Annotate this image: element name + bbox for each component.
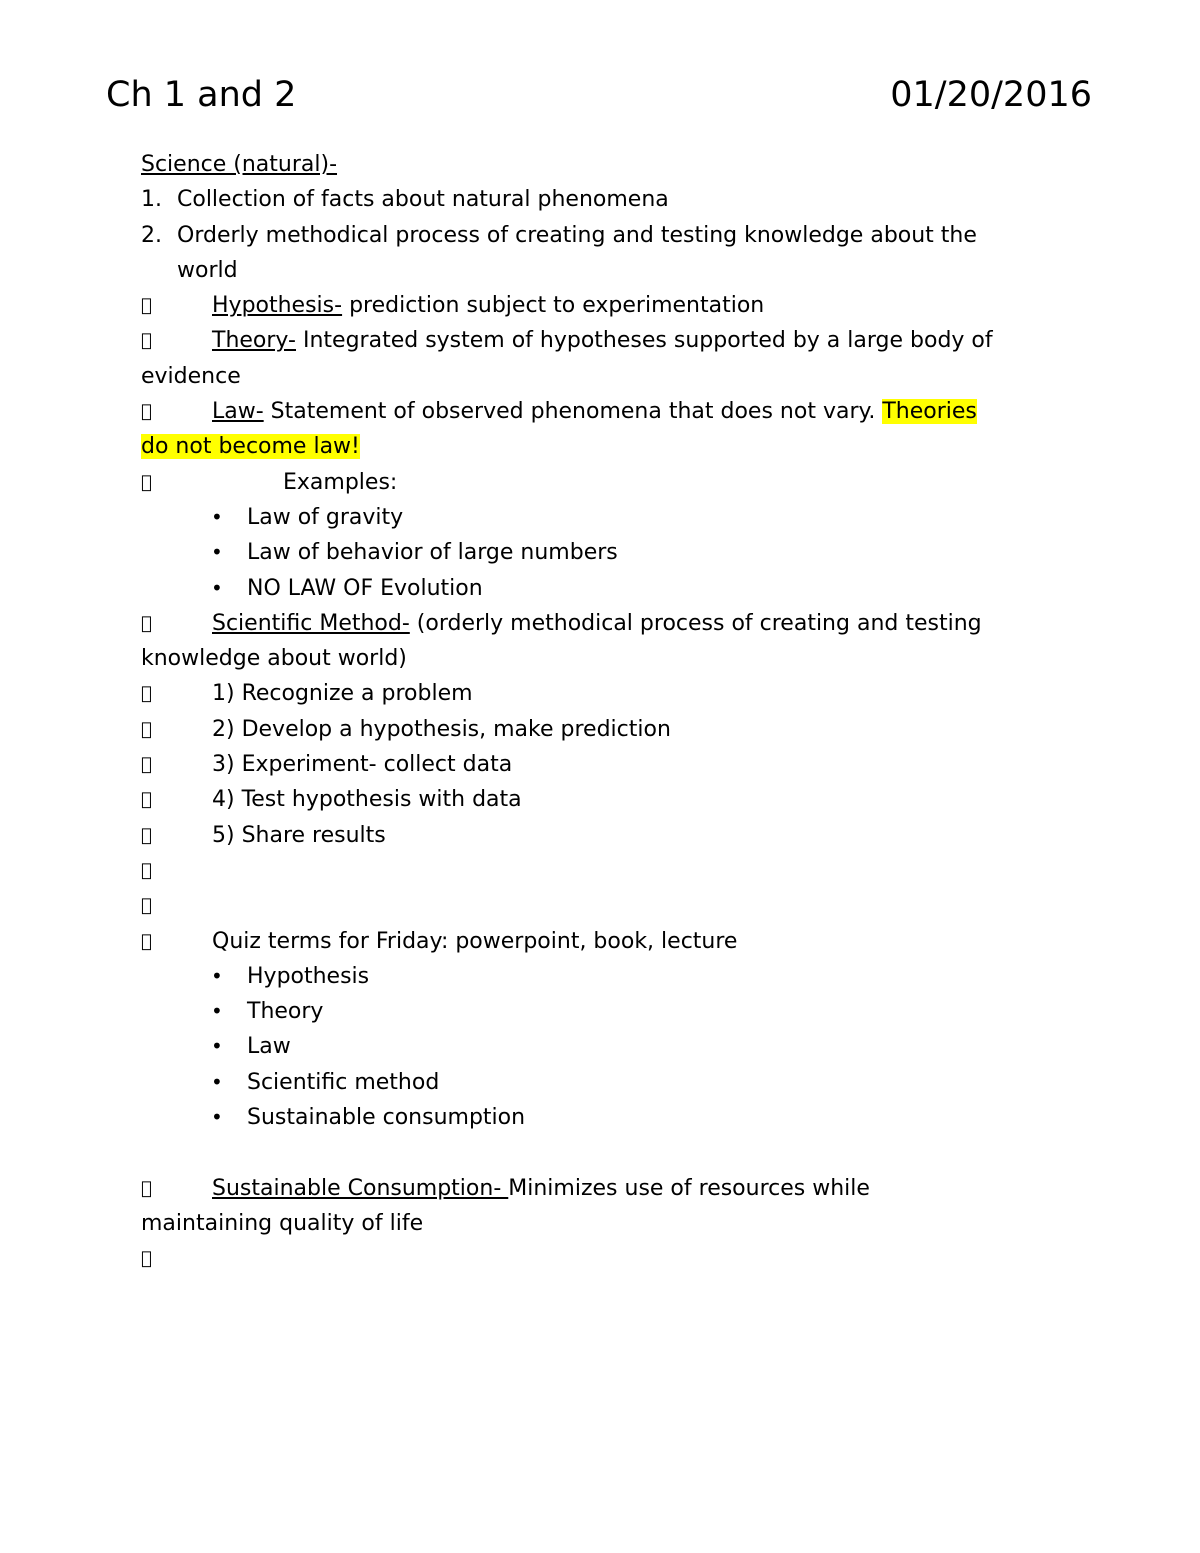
- list-item: [141, 571, 1061, 606]
- bullet-icon: •: [211, 575, 223, 600]
- science-item-2-continuation: world: [177, 257, 238, 283]
- checkmark-icon: [141, 853, 212, 888]
- list-item-text: Law of behavior of large numbers: [247, 540, 618, 566]
- list-number: 2.: [141, 222, 162, 248]
- science-item-1: [141, 182, 1061, 217]
- term-definition: Integrated system of hypotheses supported by a large body of: [296, 328, 993, 354]
- hypothesis-entry: [141, 288, 1061, 323]
- term-label: Scientific Method-: [212, 610, 410, 636]
- blank-line: [141, 1135, 1061, 1170]
- sustainable-entry: [141, 1171, 1061, 1206]
- science-heading: [141, 147, 1061, 182]
- term-label: Law-: [212, 399, 264, 425]
- quiz-label-row: [141, 924, 1061, 959]
- notes-body: [141, 147, 1061, 1277]
- highlighted-text: Theories: [882, 399, 977, 425]
- page-date: 01/20/2016: [890, 75, 1092, 115]
- term-label: Hypothesis-: [212, 293, 343, 319]
- empty-entry: [141, 888, 1061, 923]
- checkmark-icon: [141, 888, 212, 923]
- checkmark-icon: [141, 1241, 212, 1276]
- bullet-icon: •: [211, 963, 223, 988]
- science-item-2: [141, 218, 1061, 253]
- list-item-text: Hypothesis: [247, 963, 370, 989]
- list-item-text: Law: [247, 1034, 291, 1060]
- bullet-icon: •: [211, 504, 223, 529]
- list-item: [141, 1065, 1061, 1100]
- step-text: 3) Experiment- collect data: [212, 752, 513, 778]
- method-step: [141, 747, 1061, 782]
- list-item: [141, 1029, 1061, 1064]
- checkmark-icon: [141, 676, 212, 711]
- checkmark-icon: [141, 465, 283, 500]
- method-step: [141, 782, 1061, 817]
- method-step: [141, 818, 1061, 853]
- empty-entry: [141, 853, 1061, 888]
- term-definition: (orderly methodical process of creating and testing: [409, 610, 982, 636]
- list-text: Orderly methodical process of creating and testing knowledge about the: [177, 222, 977, 248]
- examples-label: Examples:: [283, 469, 398, 495]
- checkmark-icon: [141, 1171, 212, 1206]
- list-item: [141, 1100, 1061, 1135]
- list-item-text: Law of gravity: [247, 504, 404, 530]
- bullet-icon: •: [211, 540, 223, 565]
- checkmark-icon: [141, 712, 212, 747]
- checkmark-icon: [141, 394, 212, 429]
- bullet-icon: •: [211, 1105, 223, 1130]
- law-entry: [141, 394, 1061, 429]
- bullet-icon: •: [211, 1069, 223, 1094]
- step-text: 5) Share results: [212, 822, 386, 848]
- checkmark-icon: [141, 323, 212, 358]
- highlighted-text: do not become law!: [141, 434, 360, 460]
- list-item: [141, 500, 1061, 535]
- term-label: Theory-: [212, 328, 296, 354]
- checkmark-icon: [141, 818, 212, 853]
- theory-continuation: evidence: [141, 363, 241, 389]
- term-definition: prediction subject to experimentation: [342, 293, 765, 319]
- checkmark-icon: [141, 782, 212, 817]
- checkmark-icon: [141, 924, 212, 959]
- bullet-icon: •: [211, 1034, 223, 1059]
- empty-entry: [141, 1241, 1061, 1276]
- step-text: 2) Develop a hypothesis, make prediction: [212, 716, 671, 742]
- list-item: [141, 535, 1061, 570]
- law-continuation: [141, 429, 1061, 464]
- science-heading-text: Science (natural)-: [141, 152, 338, 177]
- method-step: [141, 676, 1061, 711]
- header: [106, 72, 1092, 118]
- scientific-method-continuation: knowledge about world): [141, 646, 407, 672]
- list-item-text: Sustainable consumption: [247, 1105, 526, 1131]
- list-item-text: Theory: [247, 999, 324, 1025]
- theory-entry: [141, 323, 1061, 358]
- checkmark-icon: [141, 288, 212, 323]
- list-item: [141, 994, 1061, 1029]
- examples-label-row: [141, 465, 1061, 500]
- checkmark-icon: [141, 747, 212, 782]
- list-text: Collection of facts about natural phenomena: [177, 187, 669, 213]
- term-definition: Minimizes use of resources while: [508, 1175, 870, 1201]
- term-label: Sustainable Consumption-: [212, 1175, 509, 1201]
- step-text: 4) Test hypothesis with data: [212, 787, 522, 813]
- list-number: 1.: [141, 187, 162, 213]
- page-title: Ch 1 and 2: [106, 75, 297, 115]
- quiz-label: Quiz terms for Friday: powerpoint, book, lecture: [212, 928, 738, 954]
- bullet-icon: •: [211, 999, 223, 1024]
- list-item: [141, 959, 1061, 994]
- method-step: [141, 712, 1061, 747]
- list-item-text: NO LAW OF Evolution: [247, 575, 483, 601]
- sustainable-continuation: maintaining quality of life: [141, 1210, 424, 1236]
- scientific-method-entry: [141, 606, 1061, 641]
- step-text: 1) Recognize a problem: [212, 681, 473, 707]
- term-definition: Statement of observed phenomena that does not vary.: [263, 399, 883, 425]
- checkmark-icon: [141, 606, 212, 641]
- list-item-text: Scientific method: [247, 1069, 440, 1095]
